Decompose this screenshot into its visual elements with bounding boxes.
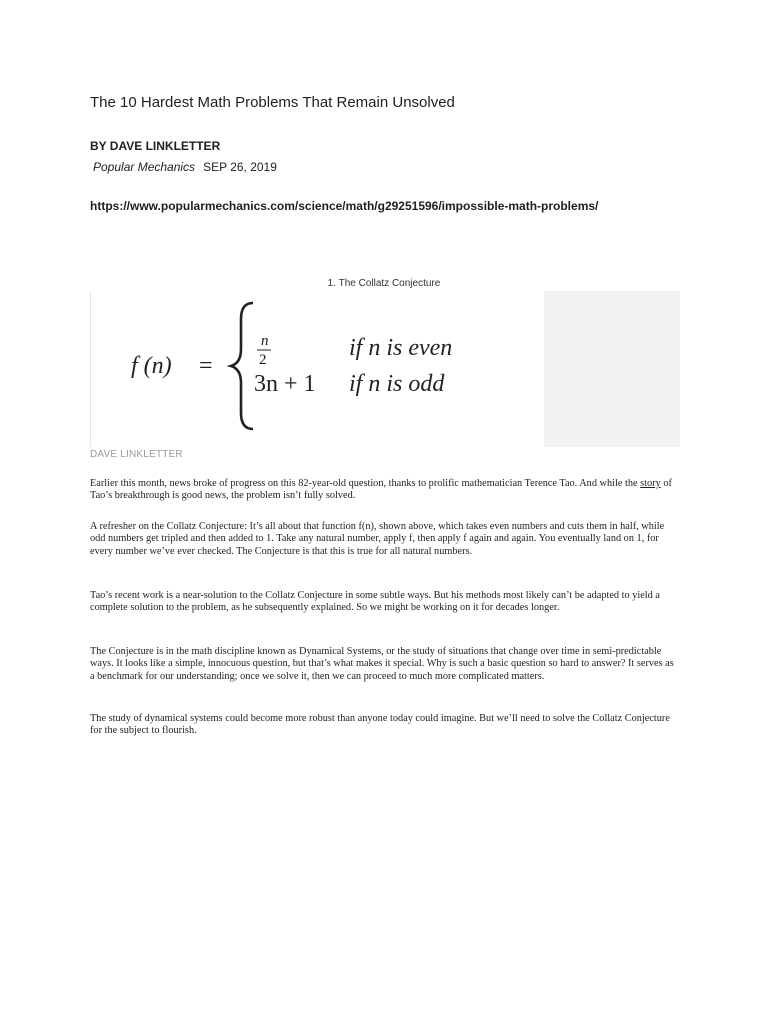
publication-name: Popular Mechanics (93, 160, 196, 174)
case1-denominator: 2 (259, 352, 267, 368)
paragraph-5: The study of dynamical systems could become more robust than anyone today could imagine. But we’ll need to solve the Collatz Conjecture for the subject to flourish. (90, 713, 670, 737)
collatz-formula-image (90, 291, 541, 447)
paragraph-2: A refresher on the Collatz Conjecture: It’s all about that function f(n), shown above, which takes even numbers and cuts them in half, while odd numbers get tripled and then added to 1. Take any natural number, apply f, then apply f again and again. You eventually land on 1, for every number we’ve ever checked. The Conjecture is that this is true for all natural numbers. (90, 521, 665, 557)
formula-equals: = (199, 353, 213, 379)
publication-row (93, 160, 277, 174)
story-link[interactable]: story (640, 478, 661, 489)
cases-brace (231, 303, 253, 429)
paragraph-1-text-b: of Tao’s breakthrough is good news, the problem isn’t fully solved. (90, 478, 672, 502)
case1-condition: if n is even (349, 335, 453, 361)
formula-graphic (91, 291, 541, 447)
publish-date: SEP 26, 2019 (203, 160, 277, 174)
source-url[interactable]: https://www.popularmechanics.com/science/math/g29251596/impossible-math-problems/ (90, 199, 599, 213)
case2-expression: 3n + 1 (254, 371, 316, 397)
article-title: The 10 Hardest Math Problems That Remain Unsolved (90, 94, 455, 111)
case2-condition: if n is odd (349, 371, 445, 397)
paragraph-1-text-a: Earlier this month, news broke of progress on this 82-year-old question, thanks to prolific mathematician Terence Tao. And while the (90, 478, 641, 489)
paragraph-4: The Conjecture is in the math discipline known as Dynamical Systems, or the study of situations that change over time in semi-predictable ways. It looks like a simple, innocuous question, but that’s what makes it special. Why is such a basic question so hard to answer? It serves as a benchmark for our understanding; once we solve it, then we can proceed to much more complicated matters. (90, 646, 674, 682)
case1-numerator: n (261, 333, 269, 349)
image-credit: DAVE LINKLETTER (90, 449, 183, 460)
image-placeholder-panel (544, 291, 680, 447)
paragraph-1 (90, 478, 680, 503)
figure-caption: 1. The Collatz Conjecture (327, 278, 441, 289)
formula-lhs: f (n) (131, 353, 172, 379)
author-byline: BY DAVE LINKLETTER (90, 139, 221, 153)
paragraph-3: Tao’s recent work is a near-solution to the Collatz Conjecture in some subtle ways. But his methods most likely can’t be adapted to yield a complete solution to the problem, as he subsequently explained. So we might be working on it for decades longer. (90, 590, 660, 614)
